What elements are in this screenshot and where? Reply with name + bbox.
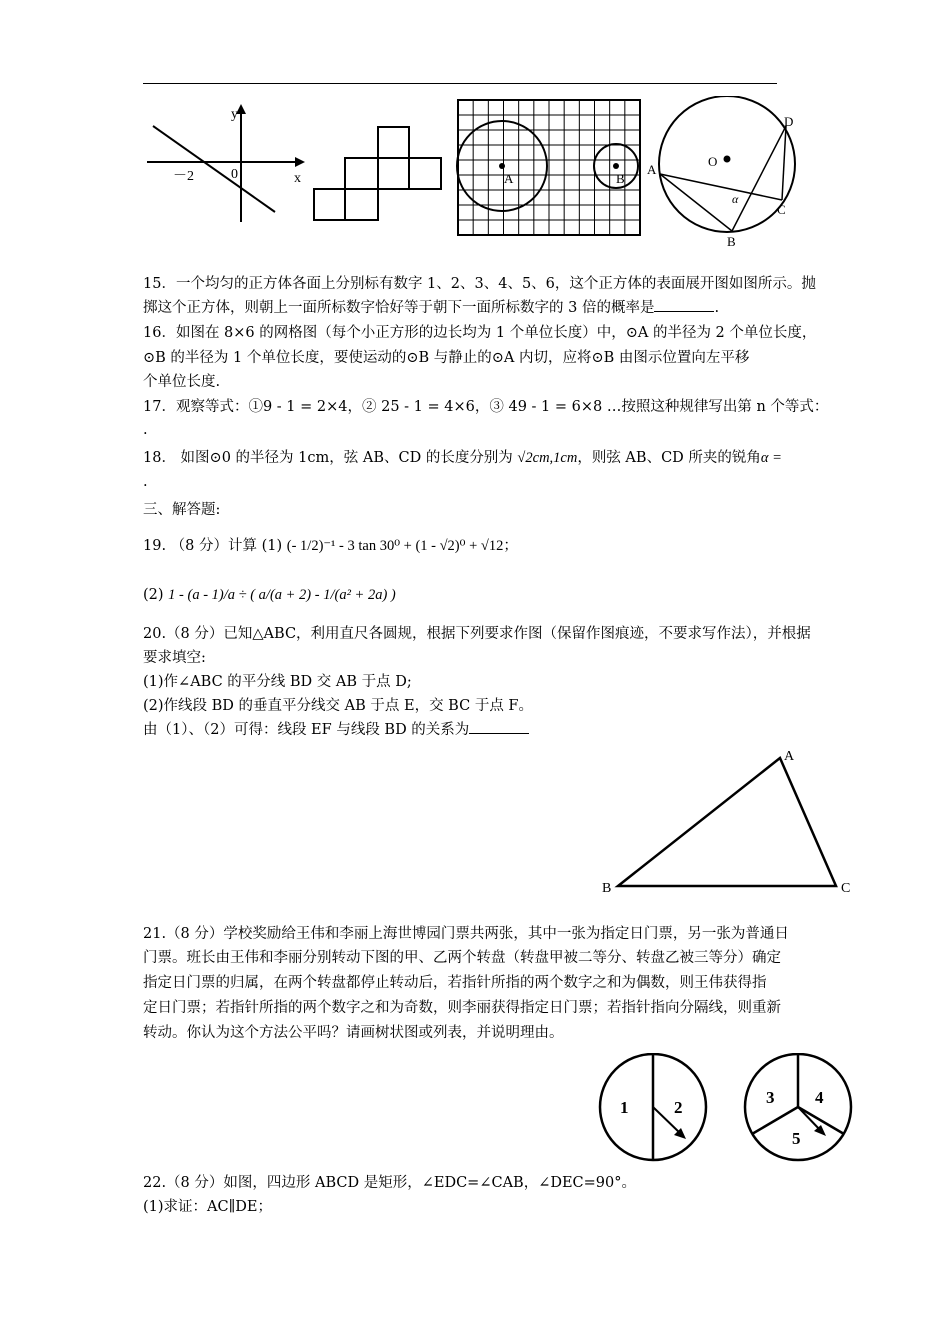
- label-b: B: [616, 171, 625, 186]
- label-b: B: [727, 234, 736, 248]
- center-a: [499, 163, 505, 169]
- net-face: [345, 189, 378, 220]
- label-d: D: [784, 114, 794, 129]
- center-b: [613, 163, 619, 169]
- grid-circles-figure: [456, 99, 642, 237]
- q15-line1: 15．一个均匀的正方体各面上分别标有数字 1、2、3、4、5、6，这个正方体的表面展开图如图所示。抛: [143, 276, 816, 292]
- spinner-figure: [596, 1053, 866, 1165]
- q19-line1: [143, 535, 518, 558]
- q22-line2: (1)求证：AC∥DE；: [143, 1199, 273, 1215]
- q22-line1: 22.（8 分）如图，四边形 ABCD 是矩形，∠EDC=∠CAB，∠DEC=90°。: [143, 1175, 637, 1191]
- label-o: O: [708, 154, 718, 169]
- chord-cd: [782, 126, 786, 200]
- q17-line2: .: [143, 422, 148, 438]
- q20-line1: 20.（8 分）已知△ABC，利用直尺各圆规，根据下列要求作图（保留作图痕迹，不要求写作法），并根据: [143, 626, 811, 642]
- q19-line2: [143, 584, 396, 607]
- q15-end: .: [714, 300, 720, 316]
- q18-alpha: α =: [760, 450, 782, 466]
- q19-expr2: 1 - (a - 1)/a ÷ ( a/(a + 2) - 1/(a² + 2a) ): [168, 587, 396, 603]
- chord-ac: [660, 174, 782, 200]
- x-intercept-label: －2: [173, 169, 194, 184]
- label-a: A: [647, 162, 657, 177]
- q18-line1: [143, 447, 782, 470]
- q20-line4: (2)作线段 BD 的垂直平分线交 AB 于点 E，交 BC 于点 F。: [143, 698, 533, 714]
- q18-part1: 18． 如图⊙0 的半径为 1cm，弦 AB、CD 的长度分别为: [143, 450, 513, 466]
- net-face: [314, 189, 345, 220]
- label-c: C: [841, 881, 851, 896]
- y-label: y: [231, 107, 238, 122]
- center-o: [724, 156, 731, 163]
- q16-line2: ⊙B 的半径为 1 个单位长度，要使运动的⊙B 与静止的⊙A 内切，应将⊙B 由图示位置向左平移: [143, 350, 750, 366]
- q20-text: 由（1）、（2）可得：线段 EF 与线段 BD 的关系为: [143, 722, 470, 738]
- label-alpha: α: [732, 192, 739, 206]
- outer-circle: [659, 96, 795, 232]
- q15-line2: [143, 297, 719, 320]
- line-graph-figure: [143, 100, 313, 230]
- x-label: x: [294, 171, 301, 186]
- q16-line3: 个单位长度.: [143, 374, 221, 390]
- spinner-b-3: 3: [766, 1088, 775, 1107]
- q18-math: √2cm,1cm: [517, 450, 578, 466]
- q17-line1: 17．观察等式：①9 - 1 = 2×4，② 25 - 1 = 4×6，③ 49 - 1 = 6×8 …按照这种规律写出第 n 个等式：: [143, 399, 829, 415]
- net-face: [345, 158, 378, 189]
- spinner-a-2: 2: [674, 1098, 683, 1117]
- label-c: C: [777, 202, 786, 217]
- q20-line3: (1)作∠ABC 的平分线 BD 交 AB 于点 D;: [143, 674, 412, 690]
- q19-end: ；: [503, 538, 518, 554]
- spinner-b-4: 4: [815, 1088, 824, 1107]
- label-a: A: [504, 171, 514, 186]
- spinner-b-5: 5: [792, 1129, 801, 1148]
- net-face: [378, 158, 409, 189]
- q19-prefix: 19. （8 分）计算 (1): [143, 538, 283, 554]
- net-face: [378, 127, 409, 158]
- q21-line4: 定日门票；若指针所指的两个数字之和为奇数，则李丽获得指定日门票；若指针指向分隔线，则重新: [143, 1000, 781, 1016]
- triangle-abc-figure: [598, 742, 860, 897]
- q19-prefix2: (2): [143, 587, 164, 603]
- spinner-a-1: 1: [620, 1098, 629, 1117]
- graph-line: [153, 126, 275, 212]
- label-b: B: [602, 881, 612, 896]
- section-3-heading: 三、解答题:: [143, 502, 221, 518]
- q16-line1: 16．如图在 8×6 的网格图（每个小正方形的边长均为 1 个单位长度）中，⊙A 的半径为 2 个单位长度，: [143, 325, 817, 341]
- q20-line5: [143, 719, 529, 742]
- grid-lines: [458, 100, 640, 235]
- q21-line2: 门票。班长由王伟和李丽分别转动下图的甲、乙两个转盘（转盘甲被二等分、转盘乙被三等分）确定: [143, 950, 781, 966]
- q18-line2: .: [143, 474, 148, 490]
- label-a: A: [784, 749, 795, 764]
- header-rule: [143, 83, 777, 84]
- q21-line1: 21.（8 分）学校奖励给王伟和李丽上海世博园门票共两张，其中一张为指定日门票，另一张为普通日: [143, 926, 789, 942]
- net-face: [409, 158, 441, 189]
- spinner-a: [600, 1054, 706, 1160]
- q20-answer-blank[interactable]: [469, 719, 529, 734]
- x-axis-arrow: [295, 157, 305, 167]
- q21-line5: 转动。你认为这个方法公平吗？请画树状图或列表，并说明理由。: [143, 1025, 564, 1041]
- q19-expr1: (- 1/2)⁻¹ - 3 tan 30⁰ + (1 - √2)⁰ + √12: [286, 538, 504, 554]
- q20-line2: 要求填空:: [143, 650, 206, 666]
- circle-chords-figure: [642, 96, 802, 248]
- triangle-abc: [618, 758, 836, 886]
- q21-line3: 指定日门票的归属，在两个转盘都停止转动后，若指针所指的两个数字之和为偶数，则王伟获得指: [143, 975, 767, 991]
- q15-answer-blank[interactable]: [654, 297, 714, 312]
- cube-net-figure: [312, 125, 444, 223]
- origin-label: 0: [231, 167, 238, 182]
- q18-part2: ，则弦 AB、CD 所夹的锐角: [577, 450, 761, 466]
- spinner-b: [745, 1054, 851, 1160]
- q15-text: 掷这个正方体，则朝上一面所标数字恰好等于朝下一面所标数字的 3 倍的概率是: [143, 300, 655, 316]
